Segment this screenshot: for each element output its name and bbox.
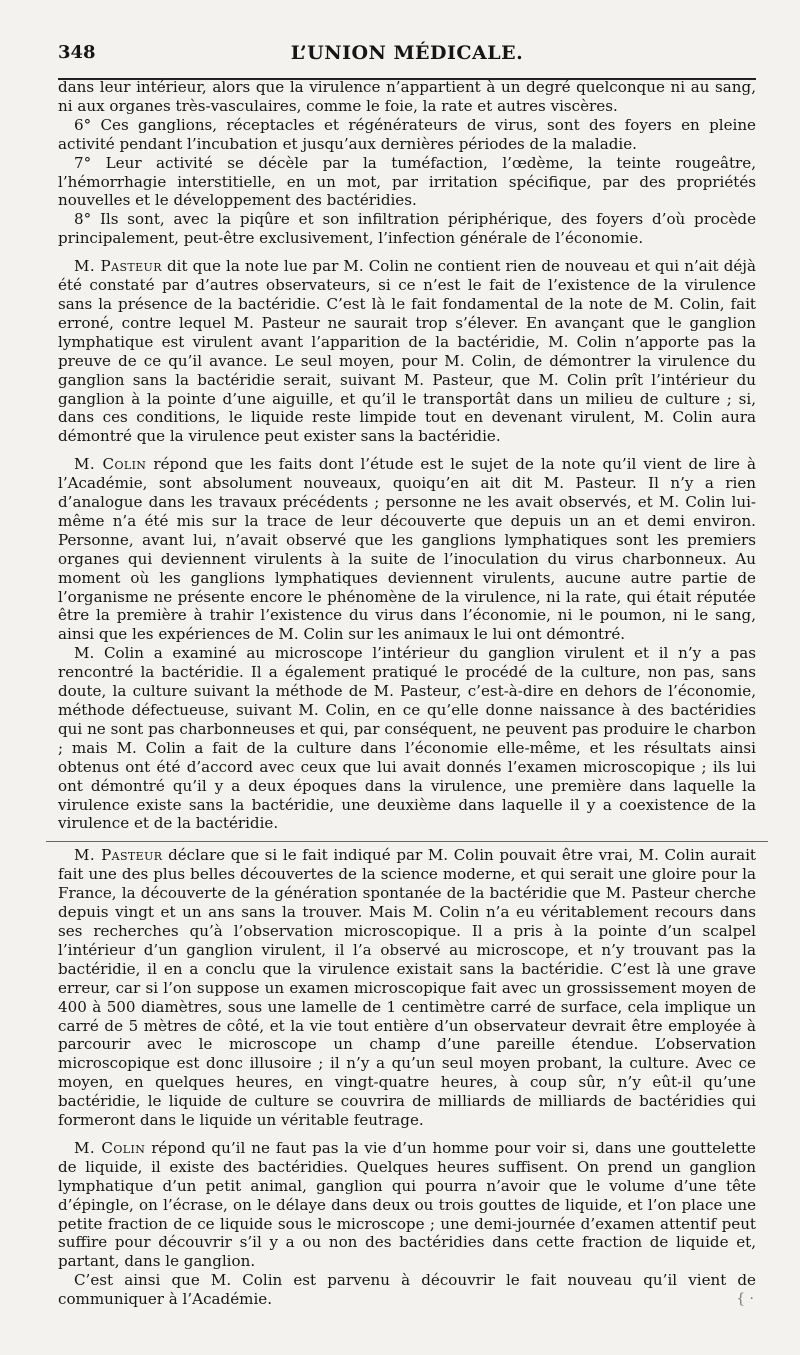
article-body bbox=[58, 78, 756, 1309]
paragraph-pasteur-text: dit que la note lue par M. Colin ne contient rien de nouveau et qui n’ait déjà été constaté par d’autres observateurs, si ce n’est le fait de l’existence de la virulence sans la présence de la bactéridie. C’est là le fait fondamental de la note de M. Colin, fait erroné, contre lequel M. Pasteur ne saurait trop s’élever. En avançant que le ganglion lymphatique est virulent avant l’apparition de la bactéridie, M. Colin n’apporte pas la preuve de ce qu’il avance. Le seul moyen, pour M. Colin, de démontrer la virulence du ganglion sans la bactéridie serait, suivant M. Pasteur, que M. Colin prît l’intérieur du ganglion à la pointe d’une aiguille, et qu’il le transportât dans un milieu de culture ; si, dans ces conditions, le liquide reste limpide tout en devenant virulent, M. Colin aura démontré que la virulence peut exister sans la bactéridie. bbox=[58, 257, 756, 446]
paragraph-continuation: dans leur intérieur, alors que la virulence n’appartient à un degré quelconque ni au sang, ni aux organes très-vasculaires, comme le foie, la rate et autres viscères. bbox=[58, 78, 756, 115]
paragraph-colin-text: répond que les faits dont l’étude est le sujet de la note qu’il vient de lire à l’Académie, sont absolument nouveaux, quoiqu’en ait dit M. Pasteur. Il n’y a rien d’analogue dans les travaux précédents ; personne ne les avait observés, et M. Colin lui-même n’a été mis sur la trace de leur découverte que depuis un an et demi environ. Personne, avant lui, n’avait observé que les ganglions lymphatiques sont les premiers organes qui deviennent virulents à la suite de l’inoculation du virus charbonneux. Au moment où les ganglions lymphatiques deviennent virulents, aucune autre partie de l’organisme ne présente encore le phénomène de la virulence, ni la rate, qui était réputée être la première à trahir l’existence du virus dans l’économie, ni le poumon, ni le sang, ainsi que les expériences de M. Colin sur les animaux le lui ont démontré. bbox=[58, 455, 756, 644]
section-divider bbox=[46, 833, 768, 842]
speaker-colin-2: M. Colin bbox=[74, 1138, 146, 1157]
paragraph-point-8: 8° Ils sont, avec la piqûre et son infiltration périphérique, des foyers d’où procède principalement, peut-être exclusivement, l’infection générale de l’économie. bbox=[58, 210, 756, 248]
paragraph-pasteur-declaration-text: déclare que si le fait indiqué par M. Colin pouvait être vrai, M. Colin aurait fait une des plus belles découvertes de la science moderne, et qui serait une gloire pour la France, la découverte de la génération spontanée de la bactéridie que M. Pasteur cherche depuis vingt et un ans sans la trouver. Mais M. Colin n’a eu véritablement recours dans ses recherches qu’à l’observation microscopique. Il a pris à la pointe d’un scalpel l’intérieur d’un ganglion virulent, il l’a observé au microscope, et n’y trouvant pas la bactéridie, il en a conclu que la virulence existait sans la bactéridie. C’est là une grave erreur, car si l’on suppose un examen microscopique fait avec un grossissement moyen de 400 à 500 diamètres, sous une lamelle de 1 centimètre carré de surface, cela implique un carré de 5 mètres de côté, et la vie tout entière d’un observateur devrait être employée à parcourir avec le microscope un champ d’une pareille étendue. L’observation microscopique est donc illusoire ; il n’y a qu’un seul moyen probant, la culture. Avec ce moyen, en quelques heures, en vingt-quatre heures, à coup sûr, n’y eût-il qu’une bactéridie, le liquide de culture se couvrira de milliards de milliards de bactéridies qui formeront dans le liquide un véritable feutrage. bbox=[58, 846, 756, 1130]
bottom-mark: { · bbox=[736, 1291, 754, 1307]
paragraph-conclusion: C’est ainsi que M. Colin est parvenu à découvrir le fait nouveau qu’il vient de communiquer à l’Académie. bbox=[58, 1271, 756, 1309]
paragraph-colin-reply bbox=[58, 455, 756, 644]
paragraph-pasteur-reply bbox=[58, 257, 756, 446]
running-title: L’UNION MÉDICALE. bbox=[290, 42, 524, 64]
speaker-pasteur-2: M. Pasteur bbox=[74, 846, 163, 865]
paragraph-point-7: 7° Leur activité se décèle par la tuméfaction, l’œdème, la teinte rougeâtre, l’hémorrhagie interstitielle, en un mot, par irritation spécifique, par des propriétés nouvelles et le développement des bactéridies. bbox=[58, 153, 756, 210]
paragraph-colin-microscope: M. Colin a examiné au microscope l’intérieur du ganglion virulent et il n’y a pas rencontré la bactéridie. Il a également pratiqué le procédé de la culture, non pas, sans doute, la culture suivant la méthode de M. Pasteur, c’est-à-dire en dehors de l’économie, méthode défectueuse, suivant M. Colin, en ce qu’elle donne naissance à des bactéridies qui ne sont pas charbonneuses et qui, par conséquent, ne peuvent pas produire le charbon ; mais M. Colin a fait de la culture dans l’économie elle-même, et les résultats ainsi obtenus ont été d’accord avec ceux que lui avait donnés l’examen microscopique ; ils lui ont démontré qu’il y a deux époques dans la virulence, une première dans laquelle la virulence existe sans la bactéridie, une deuxième dans laquelle il y a coexistence de la virulence et de la bactéridie. bbox=[58, 644, 756, 833]
page-header bbox=[58, 34, 756, 68]
paragraph-point-6: 6° Ces ganglions, réceptacles et régénérateurs de virus, sont des foyers en pleine activité pendant l’incubation et jusqu’aux dernières périodes de la maladie. bbox=[58, 115, 756, 153]
speaker-colin: M. Colin bbox=[74, 455, 147, 474]
page-number: 348 bbox=[58, 42, 96, 63]
speaker-pasteur: M. Pasteur bbox=[74, 257, 162, 276]
paragraph-colin-final-text: répond qu’il ne faut pas la vie d’un homme pour voir si, dans une gouttelette de liquide, il existe des bactéridies. Quelques heures suffisent. On prend un ganglion lymphatique d’un petit animal, ganglion qui pourra n’avoir que le volume d’une tête d’épingle, on l’écrase, on le délaye dans deux ou trois gouttes de liquide, et l’on place une petite fraction de ce liquide sous le microscope ; une demi-journée d’examen attentif peut suffire pour découvrir s’il y a ou non des bactéridies dans cette fraction de liquide et, partant, dans le ganglion. bbox=[58, 1138, 756, 1271]
paragraph-pasteur-declaration bbox=[58, 846, 756, 1130]
paragraph-colin-final-reply bbox=[58, 1139, 756, 1271]
